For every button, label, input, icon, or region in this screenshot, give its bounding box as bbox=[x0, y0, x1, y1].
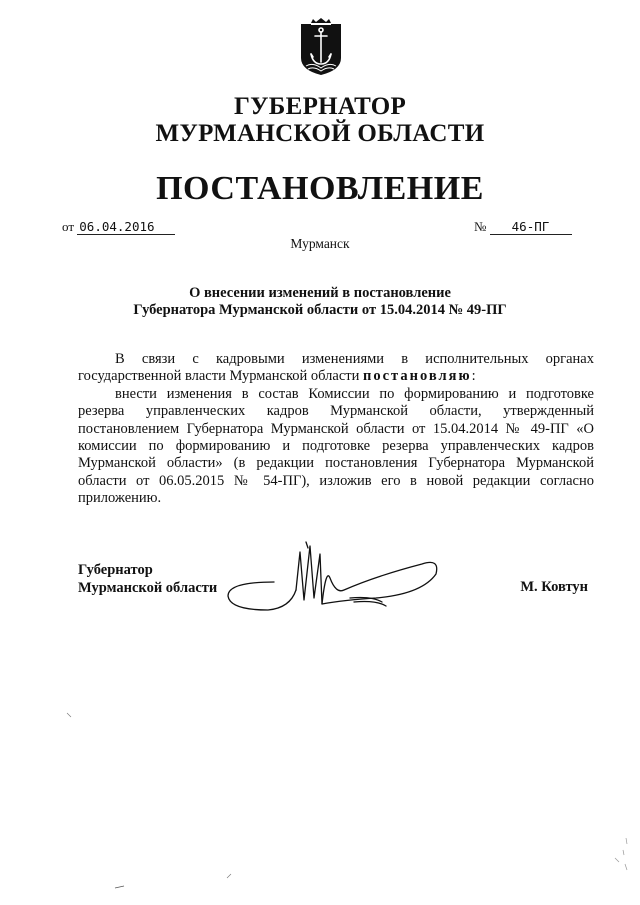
body-paragraph-1 bbox=[78, 351, 594, 386]
org-title-line2: МУРМАНСКОЙ ОБЛАСТИ bbox=[155, 120, 485, 147]
body-text bbox=[78, 351, 594, 508]
murmansk-coat-of-arms-icon bbox=[299, 18, 343, 76]
paragraph-1-end: : bbox=[471, 368, 476, 385]
signatory-title-line2: Мурманской области bbox=[78, 580, 218, 596]
org-title-line1: ГУБЕРНАТОР bbox=[233, 93, 407, 120]
scan-speck bbox=[114, 884, 126, 890]
paragraph-1-text: В связи с кадровыми изменениями в исполнительных органах государственной власти Мурманской области bbox=[78, 351, 594, 385]
document-type-title: ПОСТАНОВЛЕНИЕ bbox=[156, 170, 484, 207]
subject-line1: О внесении изменений в постановление bbox=[189, 285, 451, 301]
subject-line2: Губернатора Мурманской области от 15.04.2014 № 49-ПГ bbox=[133, 302, 507, 318]
city-label: Мурманск bbox=[290, 236, 350, 251]
number-value: 46-ПГ bbox=[490, 220, 572, 235]
decree-keyword: постановляю bbox=[363, 368, 472, 385]
date-field bbox=[62, 219, 175, 235]
scan-speck bbox=[226, 873, 232, 879]
number-field bbox=[474, 219, 572, 235]
number-prefix: № bbox=[474, 219, 487, 234]
signatory-title-line1: Губернатор bbox=[78, 562, 153, 578]
scan-speck bbox=[66, 712, 72, 718]
signatory-name: М. Ковтун bbox=[520, 579, 588, 595]
body-paragraph-2: внести изменения в состав Комиссии по формированию и подготовке резерва управленческих кадров Мурманской области, утвержденный постановлением Губернатора Мурманской области от 15.04.2014 № 49-ПГ «О комиссии по формированию и подготовке резерва управленческих кадров Мурманской области» (в редакции постановления Губернатора Мурманской области от 06.05.2015 № 54-ПГ), изложив его в новой редакции согласно приложению. bbox=[78, 385, 594, 507]
scan-speck bbox=[611, 836, 631, 874]
handwritten-signature bbox=[226, 538, 444, 620]
date-value: 06.04.2016 bbox=[77, 220, 175, 235]
date-prefix: от bbox=[62, 219, 75, 234]
